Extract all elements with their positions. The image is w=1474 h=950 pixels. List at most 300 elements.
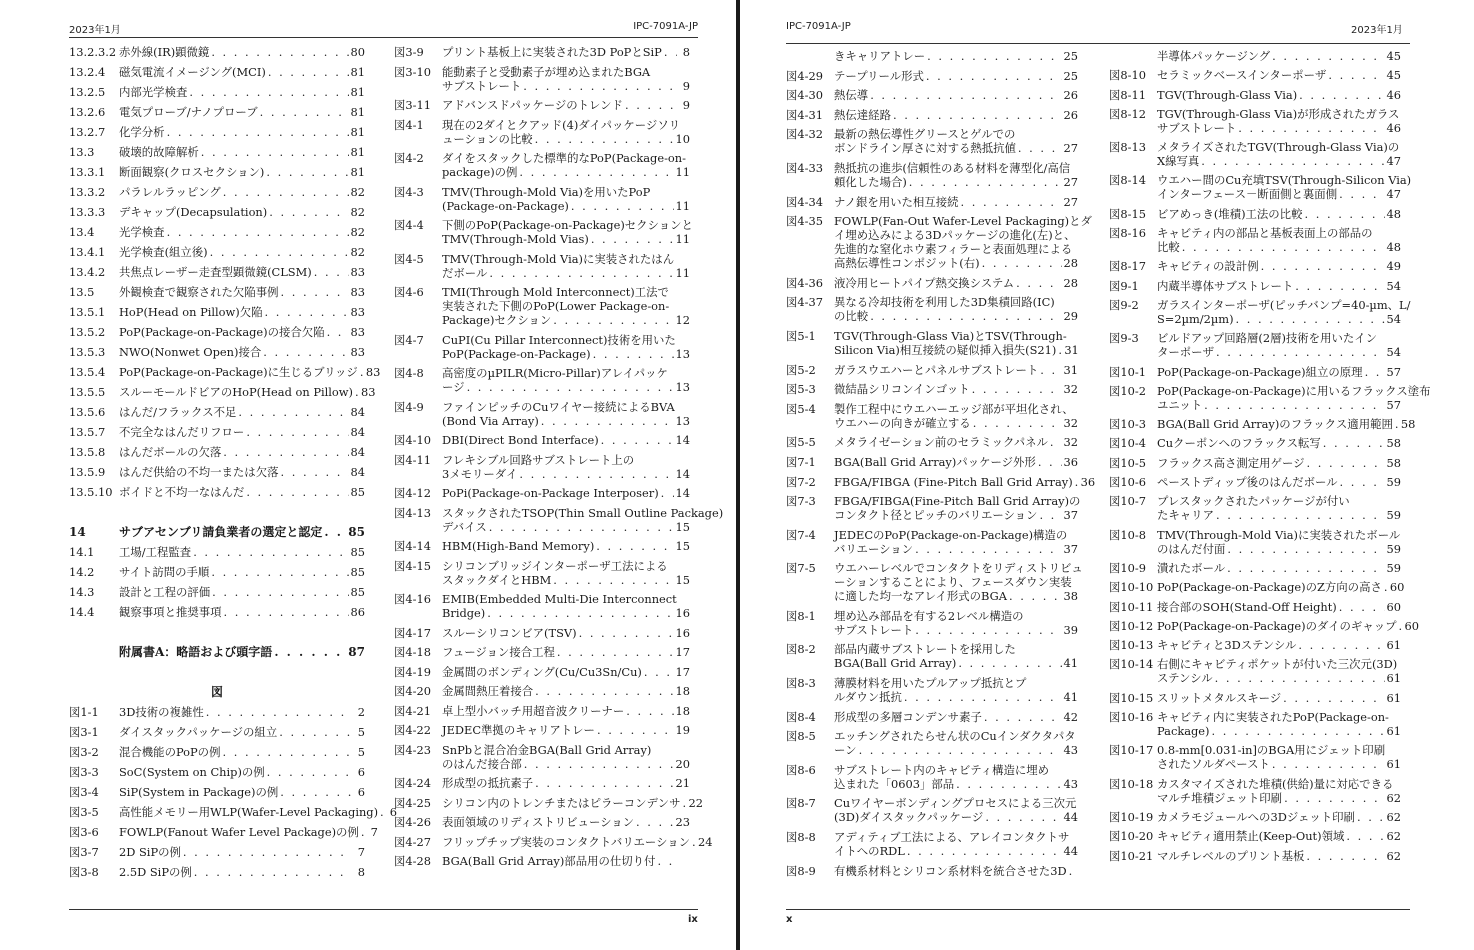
- toc-entry[interactable]: [786, 69, 1078, 83]
- toc-entry[interactable]: [394, 252, 690, 280]
- toc-entry[interactable]: [1109, 743, 1401, 771]
- entry-line: [119, 585, 365, 599]
- dot-leader: [260, 105, 349, 119]
- page-ref: 16: [675, 606, 690, 620]
- entry-line: [1157, 777, 1401, 791]
- entry-title: ダイをスタックした標準的なPoP(Package-on-: [442, 151, 686, 165]
- entry-number: 図4-26: [394, 815, 431, 829]
- toc-entry[interactable]: [69, 305, 365, 319]
- toc-entry[interactable]: [786, 528, 1078, 556]
- toc-entry[interactable]: [1109, 383, 1431, 412]
- entry-title: TGV(Through-Glass Via)が形成されたガラス: [1157, 106, 1400, 121]
- dot-leader: [1298, 638, 1384, 652]
- toc-entry[interactable]: [69, 405, 365, 419]
- page-ref: 54: [1386, 278, 1401, 293]
- entry-title: 3メモリーダイ: [442, 466, 518, 481]
- entry-number: 13.5.7: [69, 425, 106, 439]
- entry-title: 0.8-mm[0.031-in]のBGA用にジェット印刷: [1157, 743, 1386, 758]
- page-ref: 11: [675, 265, 690, 280]
- entry-line: [119, 445, 365, 459]
- entry-line: [442, 132, 690, 146]
- figure-list-column-2: [394, 45, 724, 874]
- toc-entry[interactable]: [69, 365, 381, 379]
- entry-line: [1157, 49, 1401, 63]
- toc-entry[interactable]: [1109, 810, 1401, 824]
- toc-entry[interactable]: [786, 363, 1078, 377]
- entry-number: 図8-6: [786, 762, 816, 777]
- toc-entry[interactable]: [1109, 88, 1401, 102]
- entry-title: たキャリア: [1157, 508, 1214, 523]
- entry-title: CuPI(Cu Pillar Interconnect)技術を用いた: [442, 332, 676, 347]
- dot-leader: [915, 623, 1061, 637]
- toc-entry[interactable]: [394, 118, 690, 146]
- entry-line: [834, 542, 1078, 556]
- entry-line: [119, 425, 365, 439]
- toc-entry[interactable]: [786, 561, 1083, 604]
- toc-entry[interactable]: [69, 105, 365, 119]
- page-ref: 81: [350, 85, 365, 99]
- entry-title: ューションの比較: [442, 131, 533, 146]
- entry-line: [442, 313, 690, 327]
- toc-entry[interactable]: [394, 65, 690, 93]
- chapter-14-heading[interactable]: [69, 525, 365, 545]
- entry-title: プレスタックされたパッケージが付い: [1157, 494, 1350, 509]
- toc-entry[interactable]: [1109, 331, 1401, 359]
- toc-entry[interactable]: [69, 485, 365, 499]
- toc-entry[interactable]: [394, 539, 690, 553]
- toc-entry[interactable]: [394, 333, 690, 361]
- page-ref: 10: [675, 131, 690, 146]
- toc-entry[interactable]: [394, 433, 690, 447]
- entry-title: 熱伝導: [834, 88, 869, 103]
- toc-entry[interactable]: [69, 325, 365, 339]
- entry-line: [834, 49, 1078, 63]
- dot-leader: [324, 525, 346, 539]
- page-ref: 14: [675, 466, 690, 481]
- toc-entry[interactable]: [1109, 226, 1401, 254]
- toc-entry[interactable]: [69, 465, 365, 479]
- page-ref: 11: [675, 232, 690, 246]
- entry-title: キャビティの設計例: [1157, 259, 1259, 274]
- entry-title: 2D SiPの例: [119, 845, 181, 859]
- toc-column-1: [69, 45, 381, 505]
- toc-entry[interactable]: [394, 486, 690, 500]
- toc-entry[interactable]: [394, 218, 693, 246]
- toc-entry[interactable]: [786, 642, 1078, 670]
- toc-entry[interactable]: [69, 445, 365, 459]
- entry-number: 13.3.1: [69, 165, 106, 179]
- entry-line: [1157, 724, 1401, 738]
- toc-entry[interactable]: [786, 88, 1078, 102]
- toc-entry[interactable]: [786, 494, 1081, 523]
- toc-entry[interactable]: [1109, 140, 1401, 168]
- dot-leader: [1328, 68, 1384, 82]
- toc-entry[interactable]: [69, 125, 365, 139]
- toc-entry[interactable]: [69, 145, 365, 159]
- toc-entry[interactable]: [394, 285, 690, 327]
- entry-title: 有機系材料とシリコン系材料を統合させた3D: [834, 863, 1067, 878]
- toc-entry[interactable]: [69, 65, 365, 79]
- page-ref: 83: [360, 385, 376, 399]
- page-ref: 13: [675, 346, 690, 361]
- entry-number: 図4-16: [394, 592, 431, 606]
- toc-entry[interactable]: [69, 865, 365, 879]
- entry-line: [834, 309, 1078, 323]
- entry-line: [119, 65, 365, 79]
- toc-entry[interactable]: [394, 665, 690, 679]
- dot-leader: [1227, 561, 1384, 575]
- toc-entry[interactable]: [69, 705, 365, 719]
- entry-line: [119, 165, 365, 179]
- toc-entry[interactable]: [786, 295, 1078, 323]
- entry-line: [119, 605, 365, 619]
- toc-entry[interactable]: [1109, 475, 1401, 489]
- entry-line: [119, 105, 365, 119]
- toc-entry[interactable]: [69, 725, 365, 739]
- entry-line: [1157, 456, 1401, 470]
- toc-entry[interactable]: [69, 525, 365, 539]
- toc-entry[interactable]: [69, 225, 365, 239]
- toc-entry[interactable]: [394, 645, 690, 659]
- entry-line: [834, 195, 1078, 209]
- toc-entry[interactable]: [394, 795, 703, 810]
- toc-entry[interactable]: [1109, 259, 1401, 273]
- toc-entry[interactable]: [1109, 528, 1401, 556]
- entry-line: [442, 573, 690, 587]
- toc-entry[interactable]: [1109, 417, 1416, 432]
- toc-entry[interactable]: [1109, 691, 1401, 705]
- page-ref: 31: [1063, 362, 1078, 377]
- entry-line: [834, 561, 1083, 576]
- entry-title: 比較: [1157, 240, 1180, 255]
- page-ref: 14: [675, 433, 690, 447]
- toc-entry[interactable]: [394, 743, 690, 771]
- page-ref: 45: [1386, 68, 1401, 83]
- entry-title: ボイドと不均一なはんだ: [119, 485, 245, 499]
- toc-entry[interactable]: [786, 796, 1078, 824]
- entry-title: プリント基板上に実装された3D PoPとSiP: [442, 45, 662, 59]
- entry-title: スタックダイとHBM: [442, 572, 552, 587]
- entry-number: 図7-5: [786, 561, 816, 576]
- entry-title: メタライゼーション前のセラミックパネル: [834, 435, 1048, 450]
- dot-leader: [268, 65, 349, 79]
- toc-entry[interactable]: [786, 676, 1078, 704]
- toc-entry[interactable]: [69, 805, 398, 819]
- toc-entry[interactable]: [394, 854, 690, 868]
- toc-entry[interactable]: [1109, 173, 1412, 202]
- toc-entry[interactable]: [394, 151, 690, 179]
- entry-number: 図4-29: [786, 68, 823, 83]
- entry-number: 図4-23: [394, 742, 431, 757]
- dot-leader: [1283, 691, 1384, 705]
- dot-leader: [519, 467, 673, 481]
- figure-list-column-4: [1109, 49, 1431, 868]
- entry-line: [1157, 331, 1401, 345]
- toc-entry[interactable]: [786, 435, 1078, 449]
- toc-entry[interactable]: [69, 785, 365, 799]
- page-ref: 36: [1063, 454, 1078, 469]
- entry-number: 図9-1: [1109, 278, 1139, 293]
- dot-leader: [1182, 240, 1385, 254]
- toc-entry[interactable]: [786, 195, 1078, 209]
- page-ref: 85: [348, 525, 365, 539]
- entry-number: 13.5.10: [69, 485, 113, 499]
- toc-entry[interactable]: [1109, 365, 1401, 379]
- entry-line: [834, 402, 1078, 416]
- entry-line: [119, 785, 365, 799]
- toc-entry[interactable]: [786, 710, 1078, 724]
- toc-entry[interactable]: [1109, 600, 1401, 614]
- toc-entry[interactable]: [69, 185, 365, 199]
- page-ref: 81: [350, 105, 365, 119]
- entry-line: [119, 825, 378, 839]
- toc-entry[interactable]: [69, 385, 376, 399]
- entry-line: [119, 225, 365, 239]
- entry-line: [119, 125, 365, 139]
- entry-title: ボンドライン厚さに対する熱抵抗値: [834, 141, 1016, 156]
- toc-entry[interactable]: [786, 161, 1078, 189]
- entry-line: [119, 305, 365, 319]
- toc-entry[interactable]: [69, 425, 365, 439]
- toc-entry[interactable]: [1109, 456, 1401, 470]
- toc-entry[interactable]: [69, 545, 365, 559]
- entry-title: TMV(Through-Mold Vias): [442, 232, 589, 246]
- entry-number: 図10-6: [1109, 475, 1146, 490]
- toc-entry[interactable]: [786, 276, 1078, 290]
- toc-entry[interactable]: [1109, 279, 1401, 293]
- entry-number: 図4-25: [394, 795, 431, 810]
- toc-entry[interactable]: [786, 729, 1078, 757]
- entry-number: 図7-2: [786, 474, 816, 489]
- entry-number: 図4-35: [786, 214, 823, 229]
- toc-entry[interactable]: [69, 265, 365, 279]
- entry-line: [442, 520, 690, 534]
- entry-title: ウエハーの向きが確立する: [834, 415, 971, 430]
- entry-number: 図4-3: [394, 184, 424, 199]
- dot-leader: [489, 520, 674, 534]
- toc-entry[interactable]: [1109, 68, 1401, 82]
- toc-entry[interactable]: [69, 765, 365, 779]
- page-ref: 81: [350, 145, 365, 159]
- toc-entry[interactable]: [69, 285, 365, 299]
- toc-entry[interactable]: [394, 815, 690, 829]
- entry-number: 図10-4: [1109, 436, 1146, 451]
- toc-entry[interactable]: [69, 165, 365, 179]
- entry-title: PoP(Package-on-Package): [442, 346, 591, 361]
- entry-number: 図4-28: [394, 854, 431, 868]
- dot-leader: [1346, 829, 1384, 843]
- toc-entry[interactable]: [69, 345, 365, 359]
- entry-number: 図8-1: [786, 608, 816, 623]
- toc-entry[interactable]: [69, 605, 365, 619]
- dot-leader: [246, 425, 348, 439]
- entry-title: カメラモジュールへの3Dジェット印刷: [1157, 809, 1355, 824]
- toc-entry[interactable]: [786, 864, 1078, 878]
- entry-number: 図4-33: [786, 160, 823, 175]
- entry-number: 13.5: [69, 285, 95, 299]
- toc-entry[interactable]: [69, 205, 365, 219]
- toc-entry[interactable]: [1109, 638, 1401, 652]
- toc-entry[interactable]: [1109, 849, 1401, 863]
- toc-entry[interactable]: [1109, 580, 1405, 595]
- page-ref: 13: [675, 413, 690, 428]
- entry-title: 先進的な窒化ホウ素フィラーと表面処理による: [834, 242, 1073, 257]
- toc-entry[interactable]: [69, 85, 365, 99]
- entry-title: 内蔵半導体サブストレート: [1157, 278, 1294, 293]
- header-date: 2023年1月: [69, 25, 121, 36]
- toc-entry[interactable]: [786, 763, 1078, 791]
- dot-leader: [661, 486, 674, 500]
- dot-leader: [625, 98, 677, 112]
- entry-title: BGA(Ball Grid Array)部品用の仕切り付: [442, 854, 656, 868]
- toc-entry[interactable]: [394, 704, 690, 718]
- entry-title: 3D技術の複雑性: [119, 705, 204, 719]
- toc-entry[interactable]: [1109, 657, 1401, 685]
- toc-entry[interactable]: [394, 626, 690, 640]
- toc-entry[interactable]: [69, 585, 365, 599]
- entry-title: Package): [1157, 724, 1210, 739]
- entry-number: 図4-6: [394, 285, 424, 299]
- toc-entry[interactable]: [69, 825, 378, 839]
- entry-title: 最新の熱伝導性グリースとゲルでの: [834, 127, 1016, 142]
- entry-line: [1157, 829, 1401, 843]
- toc-entry[interactable]: [1109, 107, 1401, 135]
- toc-entry[interactable]: [1109, 494, 1401, 522]
- entry-line: [1157, 259, 1401, 273]
- header-rule: [786, 43, 1410, 44]
- toc-entry[interactable]: [394, 723, 690, 737]
- toc-entry[interactable]: [1109, 207, 1401, 221]
- toc-entry[interactable]: [394, 684, 690, 698]
- page-ref: 38: [1063, 589, 1078, 604]
- toc-entry[interactable]: [786, 609, 1078, 637]
- entry-number: 図3-1: [69, 725, 99, 739]
- dot-leader: [593, 347, 674, 361]
- toc-entry[interactable]: [1109, 777, 1401, 805]
- page-ref: 46: [1386, 120, 1401, 135]
- dot-leader: [206, 705, 352, 719]
- dot-leader: [657, 854, 677, 868]
- dot-leader: [972, 382, 1062, 396]
- toc-entry[interactable]: [69, 45, 365, 59]
- toc-entry[interactable]: [69, 745, 365, 759]
- dot-leader: [1272, 49, 1384, 63]
- entry-title: 微結晶シリコンインゴット: [834, 382, 970, 397]
- toc-entry[interactable]: [786, 474, 1096, 489]
- entry-title: 附属書A：略語および頭字語: [119, 645, 273, 659]
- entry-line: [1157, 154, 1401, 168]
- page-number: x: [786, 914, 793, 925]
- annex-a-heading[interactable]: [69, 645, 365, 665]
- toc-entry[interactable]: [394, 505, 724, 534]
- entry-line: [119, 525, 365, 539]
- dot-leader: [265, 305, 349, 319]
- entry-line: [834, 214, 1092, 229]
- entry-line: [834, 127, 1078, 141]
- entry-number: 図8-16: [1109, 226, 1146, 241]
- page-ref: 11: [675, 198, 690, 213]
- toc-entry[interactable]: [1109, 436, 1401, 450]
- toc-entry[interactable]: [394, 98, 690, 112]
- page-ref: 16: [675, 625, 690, 640]
- page-ref: 81: [350, 125, 365, 139]
- entry-line: [442, 333, 690, 347]
- page-ref: 58: [1400, 417, 1416, 432]
- entry-number: 図10-7: [1109, 494, 1146, 509]
- dot-leader: [266, 165, 348, 179]
- toc-entry[interactable]: [394, 834, 713, 849]
- toc-entry[interactable]: [786, 214, 1092, 271]
- entry-line: [442, 795, 703, 810]
- entry-number: 図10-19: [1109, 809, 1154, 824]
- toc-entry[interactable]: [1109, 49, 1401, 63]
- page-x: [740, 0, 1474, 950]
- entry-number: 図8-7: [786, 796, 816, 811]
- toc-entry[interactable]: [69, 645, 365, 659]
- dot-leader: [907, 844, 1062, 858]
- toc-entry[interactable]: [1109, 561, 1401, 575]
- dot-leader: [1323, 436, 1385, 450]
- entry-title: ナノ銀を用いた相互接続: [834, 194, 959, 209]
- toc-entry[interactable]: [786, 455, 1078, 469]
- entry-line: [1157, 121, 1401, 135]
- entry-line: [1157, 600, 1401, 614]
- entry-line: [442, 505, 724, 520]
- toc-entry[interactable]: [786, 49, 1078, 63]
- toc-entry[interactable]: [786, 127, 1078, 155]
- toc-entry[interactable]: [1109, 710, 1401, 738]
- page-ref: 28: [1063, 256, 1078, 271]
- toc-entry[interactable]: [394, 559, 690, 587]
- toc-entry[interactable]: [786, 108, 1078, 122]
- entry-title: PoP(Package-on-Package)のZ方向の高さ: [1157, 580, 1382, 595]
- entry-number: 図10-15: [1109, 690, 1154, 705]
- dot-leader: [1216, 508, 1385, 522]
- toc-entry[interactable]: [1109, 618, 1419, 633]
- entry-line: [442, 199, 690, 213]
- toc-entry[interactable]: [394, 366, 690, 394]
- toc-entry[interactable]: [394, 776, 690, 790]
- toc-entry[interactable]: [394, 400, 690, 428]
- toc-entry[interactable]: [394, 592, 690, 620]
- toc-entry[interactable]: [1109, 297, 1411, 326]
- page-ref: 13: [675, 380, 690, 394]
- toc-entry[interactable]: [786, 830, 1078, 858]
- toc-entry[interactable]: [394, 185, 690, 213]
- entry-title: スルーシリコンビア(TSV): [442, 625, 577, 640]
- entry-line: [119, 185, 365, 199]
- entry-number: 図8-9: [786, 863, 816, 878]
- toc-entry[interactable]: [394, 45, 690, 59]
- entry-line: [834, 329, 1078, 343]
- toc-entry[interactable]: [394, 453, 690, 481]
- entry-number: 図10-9: [1109, 560, 1146, 575]
- toc-entry[interactable]: [69, 245, 365, 259]
- toc-entry[interactable]: [786, 402, 1078, 430]
- toc-entry[interactable]: [69, 565, 365, 579]
- toc-entry[interactable]: [786, 329, 1078, 357]
- toc-entry[interactable]: [1109, 829, 1401, 843]
- page-ref: 59: [1386, 560, 1401, 575]
- dot-leader: [926, 69, 1062, 83]
- toc-entry[interactable]: [786, 382, 1078, 396]
- entry-title: (Package-on-Package): [442, 198, 569, 213]
- toc-entry[interactable]: [69, 845, 365, 859]
- entry-title: 薄膜材料を用いたプルアップ抵抗とプ: [834, 676, 1027, 691]
- entry-number: 図4-5: [394, 251, 424, 266]
- entry-title: フレキシブル回路サブストレート上の: [442, 452, 635, 467]
- entry-line: [1157, 508, 1401, 522]
